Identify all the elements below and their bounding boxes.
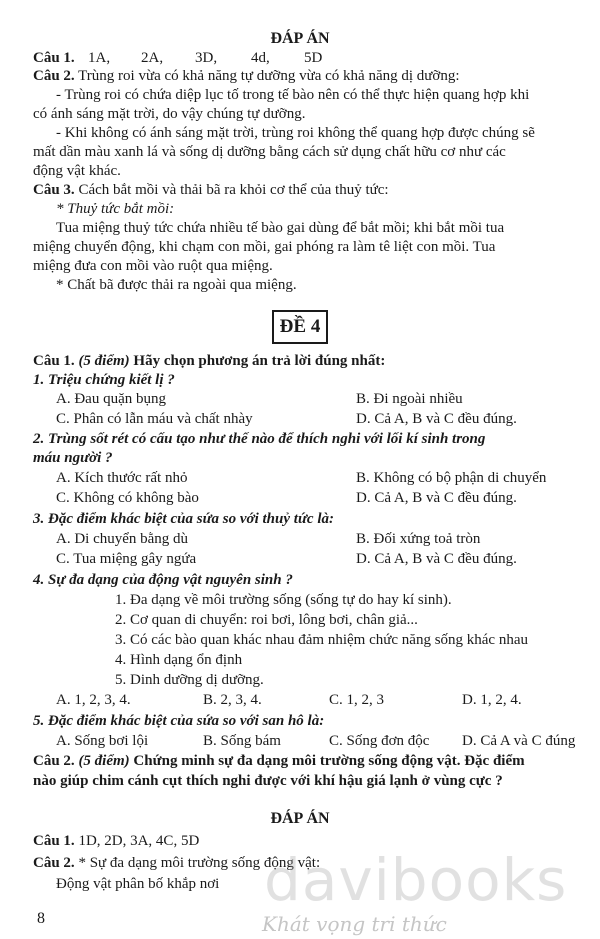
answer-choice: 5D (304, 50, 323, 66)
paragraph-line: có ánh sáng mặt trời, do vậy chúng tự dưỡng. (33, 106, 306, 122)
sub-question: máu người ? (33, 450, 113, 466)
option: D. Cả A và C đúng (462, 733, 576, 749)
answer-q3-line (33, 181, 389, 199)
sub-question: 2. Trùng sốt rét có cấu tạo như thế nào để thích nghi với lối kí sinh trong (33, 431, 486, 447)
answer-choice: 3D, (195, 50, 218, 66)
question-text: Hãy chọn phương án trả lời đúng nhất: (133, 353, 386, 369)
sub-question: 1. Triệu chứng kiết lị ? (33, 372, 175, 388)
paragraph-line: Tua miệng thuỷ tức chứa nhiều tế bào gai dùng để bắt mồi; khi bắt mồi tua (56, 220, 505, 236)
paragraph-line: mất dần màu xanh lá và sống dị dưỡng bằng cách sử dụng chất hữu cơ như các (33, 144, 506, 160)
option: C. Tua miệng gây ngứa (56, 551, 197, 567)
answer-choice: 4d, (251, 50, 270, 66)
option: B. Không có bộ phận di chuyển (356, 470, 547, 486)
option: B. 2, 3, 4. (203, 692, 262, 708)
sub-question: 5. Đặc điểm khác biệt của sứa so với san hô là: (33, 713, 325, 729)
option: B. Đi ngoài nhiều (356, 391, 463, 407)
list-item: 3. Có các bào quan khác nhau đảm nhiệm chức năng sống khác nhau (115, 632, 528, 648)
watermark-logo: davibooks (264, 846, 568, 914)
points: (5 điểm) (78, 753, 130, 769)
option: D. Cả A, B và C đều đúng. (356, 411, 517, 427)
option: B. Sống bám (203, 733, 281, 749)
sub-question: 4. Sự đa dạng của động vật nguyên sinh ? (33, 572, 293, 588)
answer-heading: ĐÁP ÁN (270, 30, 330, 47)
answer-heading: ĐÁP ÁN (270, 810, 330, 827)
answer-q2-line (33, 67, 460, 85)
option: D. Cả A, B và C đều đúng. (356, 551, 517, 567)
paragraph-line: động vật khác. (33, 163, 121, 179)
question-text: Trùng roi vừa có khả năng tự dưỡng vừa có khả năng dị dưỡng: (78, 68, 460, 84)
option: B. Đối xứng toả tròn (356, 531, 481, 547)
option: C. Không có không bào (56, 490, 199, 506)
question-label: Câu 1. (33, 353, 75, 369)
exam-title-box: ĐỀ 4 (272, 310, 328, 344)
paragraph-line: - Trùng roi có chứa diệp lục tố trong tế bào nên có thể thực hiện quang hợp khi (56, 87, 530, 103)
points: (5 điểm) (78, 353, 130, 369)
question-label: Câu 3. (33, 182, 75, 198)
question-label: Câu 2. (33, 753, 75, 769)
paragraph-line: Động vật phân bố khắp nơi (56, 876, 220, 892)
question-text: Chứng minh sự đa dạng môi trường sống động vật. Đặc điểm (133, 753, 525, 769)
answer-choice: 2A, (141, 50, 164, 66)
question-text: Cách bắt mồi và thải bã ra khỏi cơ thể của thuỷ tức: (78, 182, 389, 198)
option: A. Sống bơi lội (56, 733, 149, 749)
option: A. Di chuyển bằng dù (56, 531, 189, 547)
question-label: Câu 1. (33, 833, 75, 849)
list-item: 4. Hình dạng ổn định (115, 652, 243, 668)
paragraph-line: - Khi không có ánh sáng mặt trời, trùng roi không thể quang hợp được chúng sẽ (56, 125, 535, 141)
option: A. Đau quặn bụng (56, 391, 166, 407)
option: A. 1, 2, 3, 4. (56, 692, 131, 708)
option: C. Phân có lẫn máu và chất nhày (56, 411, 253, 427)
option: C. Sống đơn độc (329, 733, 430, 749)
option: C. 1, 2, 3 (329, 692, 385, 708)
watermark-slogan: Khát vọng tri thức (262, 912, 447, 936)
paragraph-line: miệng đưa con mồi vào ruột qua miệng. (33, 258, 273, 274)
question-label: Câu 2. (33, 855, 75, 871)
option: D. Cả A, B và C đều đúng. (356, 490, 517, 506)
question-text: nào giúp chim cánh cụt thích nghi được với khí hậu giá lạnh ở vùng cực ? (33, 773, 503, 789)
list-item: 2. Cơ quan di chuyển: roi bơi, lông bơi, chân giả... (115, 612, 418, 628)
paragraph-line: * Chất bã được thải ra ngoài qua miệng. (56, 277, 297, 293)
question-label: Câu 1. (33, 50, 75, 66)
answer-q1-line (33, 49, 75, 67)
answer-choice: 1A, (88, 50, 111, 66)
exam-question-2 (33, 752, 525, 770)
option: D. 1, 2, 4. (462, 692, 522, 708)
option: A. Kích thước rất nhỏ (56, 470, 188, 486)
paragraph-line: miệng chuyển động, khi chạm con mồi, gai phóng ra làm tê liệt con mồi. Tua (33, 239, 496, 255)
question-label: Câu 2. (33, 68, 75, 84)
sub-question: 3. Đặc điểm khác biệt của sứa so với thuỷ tức là: (33, 511, 334, 527)
answer-c1-line (33, 832, 199, 850)
list-item: 5. Dinh dưỡng dị dưỡng. (115, 672, 264, 688)
exam-question-1 (33, 352, 385, 370)
answer-text: * Sự đa dạng môi trường sống động vật: (78, 855, 321, 871)
list-item: 1. Đa dạng về môi trường sống (sống tự do hay kí sinh). (115, 592, 452, 608)
subheading: * Thuỷ tức bắt mồi: (56, 201, 175, 217)
answer-text: 1D, 2D, 3A, 4C, 5D (78, 833, 200, 849)
page-number: 8 (37, 910, 45, 927)
